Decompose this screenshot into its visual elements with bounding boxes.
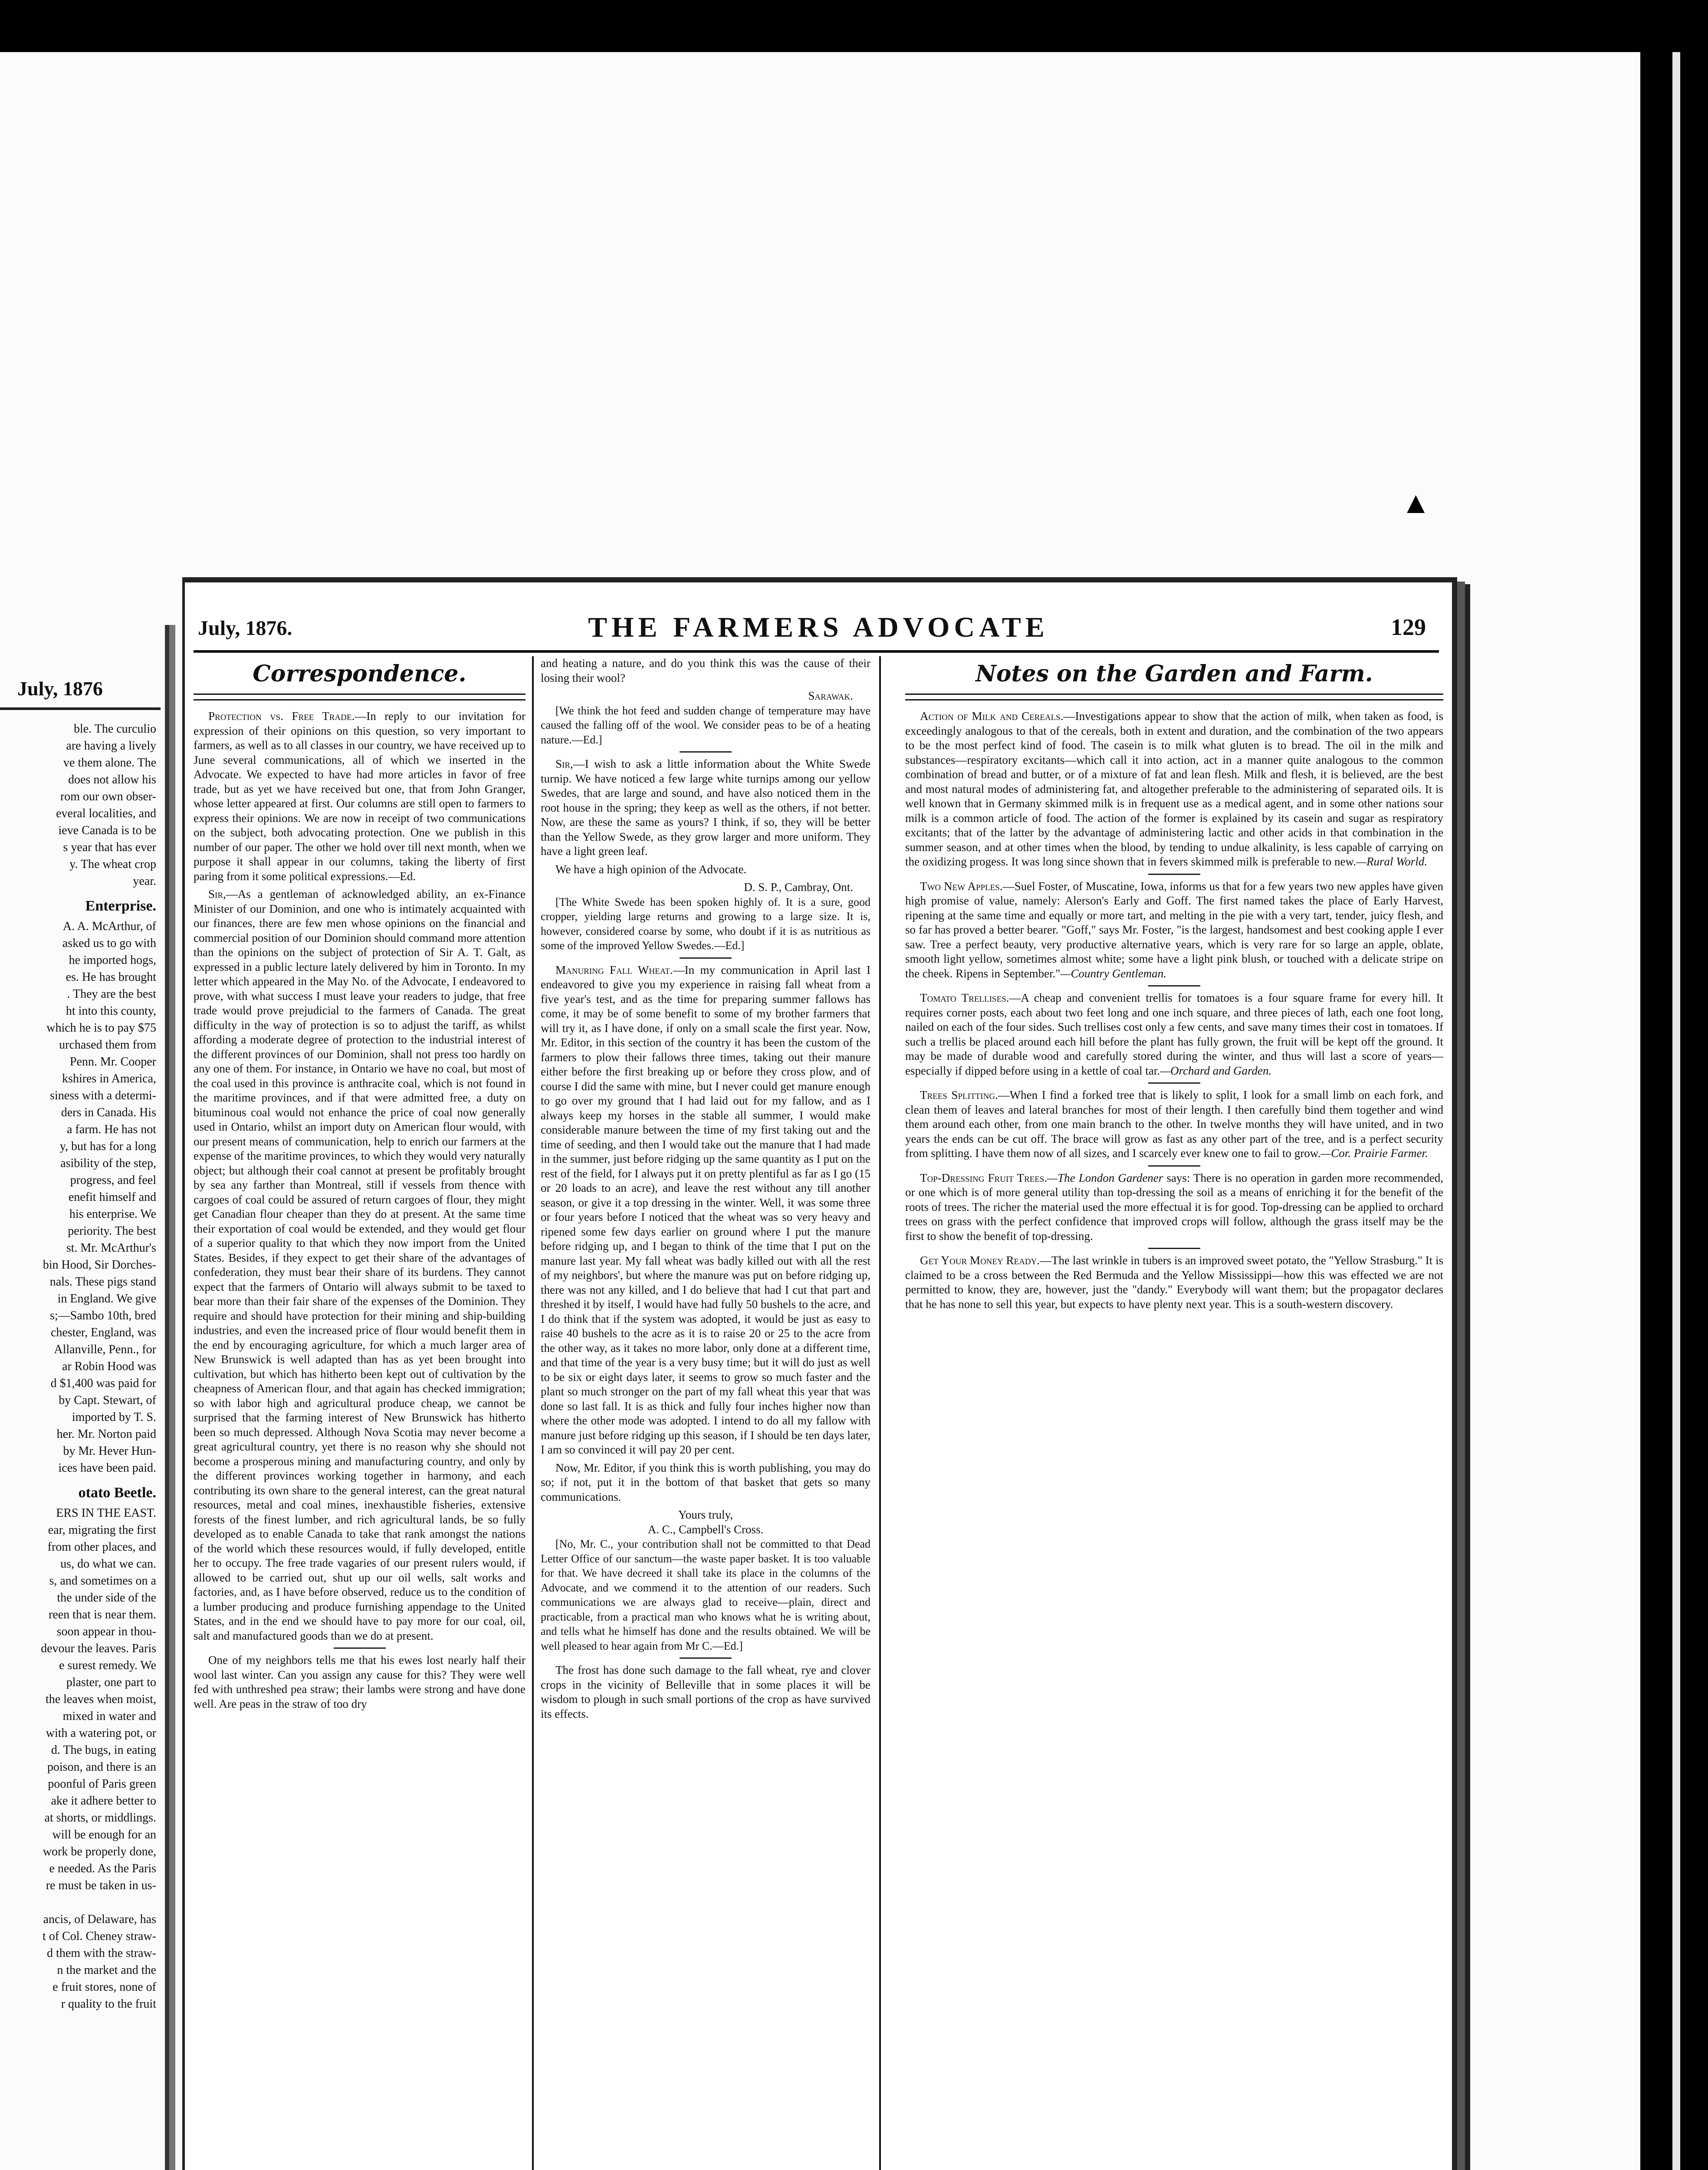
article-separator (680, 751, 732, 753)
article-text: —In my communication in April last I endeavored to give you my experience in raising fall wheat from a five year's test, and as the time for preparing summer fallows has come, it may be of some benefit to some of my brother farmers that will try it, as I have done, if only on a small scale the first year. Now, Mr. Editor, in this section of the country it has been the custom of the farmers to plow their fallows three times, taking out their manure either before the first breaking up or before they cross plow, and of course I did the same with mine, but I never could get manure enough to go over my ground that I had laid out for my fallow, and as I always keep my horses in the stable all summer, I would make considerable manure between the time of my first taking out and the time of seeding, and then I would take out the manure that I had made in the summer, just before ridging up the same quantity as I put on the rest of the field, for I always put it on pretty plentiful as far as I go (15 or 20 loads to an acre), and leave the rest without any till another season, or give it a top dressing in the winter. Well, it was some three or four years before I noticed that the wheat was so very heavy and ripened some few days earlier on ground where I put the manure before ridging up, and I began to think of the time that I put on the manure last year. My fall wheat was badly killed out with all the rest of my neighbors', but where the manure was put on before ridging up, there was not any killed, and I do believe that had I cut that part and threshed it by itself, I would have had fully 50 bushels to the acre, and I do think that if the system was adopted, it would be just as easy to raise 40 bushels to the acre as it is to raise 20 or 25 to the acre from the other way, as it takes no more labor, only done at a different time, and that time of the year is a very busy time; but it will do just as well to be six or eight days later, it seems to grow so much faster and the plant so much stronger on the part of my fall wheat this year that was done so last fall. It is as thick and fully four inches higher now than where the other mode was adopted. I intend to do all my fallow with manure just before ridging up this season, if I should be ten days later, I am so convinced it will pay 20 per cent. (541, 963, 870, 1456)
article-separator (1148, 1165, 1200, 1167)
previous-page-line: her. Mr. Norton paid (56, 1427, 156, 1441)
previous-page-line: ERS IN THE EAST. (56, 1506, 156, 1520)
article-money-ready (905, 1253, 1443, 1312)
article-text: —In reply to our invitation for expression of their opinions on this question, so very important to farmers, as well as to all classes in our country, we have received up to June several communications, all of which we inserted in the Advocate. We expected to have had more articles in favor of free trade, but as yet we have received but one, that from John Granger, whose letter appeared at first. Our columns are still open to farmers to express their opinions. We are now in receipt of two communications on the subject, both advocating protection. One we publish in this number of our paper. The other we hold over till next month, when we purpose it shall appear in our columns, taking the liberty of first paring from it some political expressions.—Ed. (194, 710, 526, 883)
article-source: —Country Gentleman. (1060, 967, 1166, 980)
previous-page-line: which he is to pay $75 (46, 1021, 156, 1035)
previous-page-line: y. The wheat crop (69, 858, 156, 871)
previous-page-line: ble. The curculio (74, 722, 156, 736)
signature: Sarawak. (808, 689, 853, 702)
previous-page-line: will be enough for an (52, 1828, 156, 1841)
previous-page-line: ancis, of Delaware, has (43, 1913, 156, 1926)
previous-page-line: st. Mr. McArthur's (66, 1241, 156, 1255)
article-lead: Sir, (208, 888, 226, 901)
previous-page-line: enefit himself and (68, 1190, 156, 1204)
article-source: —Orchard and Garden. (1160, 1064, 1272, 1077)
article-separator (680, 1657, 732, 1659)
previous-page-line: asked us to go with (62, 937, 156, 950)
column-3 (888, 656, 1443, 1315)
column-2 (541, 656, 870, 1725)
article-protection-letter (194, 887, 526, 1643)
previous-page-line: d $1,400 was paid for (50, 1377, 156, 1390)
header-rule (194, 650, 1439, 653)
article-lead: Get Your Money Ready. (920, 1254, 1040, 1267)
section-rule (194, 694, 526, 700)
article-text: Now, Mr. Editor, if you think this is worth publishing, you may do so; if not, put it in the bottom of that basket that gets so many communications. (541, 1461, 870, 1503)
article-lead: Action of Milk and Cereals. (920, 710, 1064, 723)
article-white-swede (541, 757, 870, 859)
previous-page-line: his enterprise. We (69, 1207, 156, 1221)
section-title-correspondence: Correspondence. (253, 661, 466, 687)
previous-page-line: A. A. McArthur, of (62, 920, 156, 933)
previous-page-text (0, 720, 156, 2012)
article-text: —A cheap and convenient trellis for tomatoes is a four square frame for every hill. It requires corner posts, each about two feet long and one inch square, and three pieces of lath, each one foot long, nailed on each of the four sides. Such trellises cost only a few cents, and save many times their cost in tomatoes. If such a trellis be placed around each hill before the plant has fully grown, the fruit will be kept off the ground. It may be made of durable wood and carefully stored during the winter, and thus will last a score of years—especially if dipped before using in a kettle of coal tar. (905, 991, 1443, 1077)
previous-page-line: are having a lively (66, 739, 156, 753)
previous-page-line: Penn. Mr. Cooper (69, 1055, 156, 1069)
article-lead: Trees Splitting. (920, 1088, 998, 1101)
previous-page-line: imported by T. S. (72, 1410, 156, 1424)
page-header (185, 582, 1452, 648)
article-sheep-letter-cont: and heating a nature, and do you think this was the cause of their losing their wool? (541, 657, 870, 684)
previous-page-line: asibility of the step, (60, 1157, 156, 1170)
article-text: —I wish to ask a little information about the White Swede turnip. We have noticed a few large white turnips among our yellow Swedes, that are large and sound, and have also noticed them in the root house in the spring; they keep as well as the others, if not better. Now, are these the same as yours? I think, if so, they will be better than the Yellow Swede, as they grow larger and more uniform. They have a light green leaf. (541, 757, 870, 858)
article-frost: The frost has done such damage to the fall wheat, rye and clover crops in the vicinity of Belleville that in some places it will be wisdom to plough in such small portions of the crop as have survived its effects. (541, 1664, 870, 1720)
previous-page-line: a farm. He has not (66, 1123, 156, 1136)
previous-page-line: us, do what we can. (60, 1557, 156, 1571)
previous-page-line: from other places, and (47, 1540, 156, 1554)
previous-page-line: s year that has ever (63, 841, 156, 854)
article-lead: Protection vs. Free Trade. (208, 710, 355, 723)
article-text: says: There is no operation in garden more recommended, or one which is of more general utility than top-dressing the soil as a means of enriching it for the benefit of the roots of trees. The richer the material used the more effectual it is for good. Top-dressing can be applied to orchard trees on grass with the perfect confidence that improved crops will follow, although the grass itself may be the first to show the benefit of top-dressing. (905, 1171, 1443, 1243)
previous-page-line: ieve Canada is to be (58, 824, 156, 837)
previous-page-line: rom our own obser- (60, 790, 156, 803)
previous-page-fragment (0, 625, 169, 2170)
previous-page-line: poison, and there is an (47, 1760, 156, 1774)
article-trees-splitting (905, 1088, 1443, 1161)
previous-page-line: Allanville, Penn., for (54, 1343, 156, 1356)
previous-page-line: everal localities, and (56, 807, 156, 820)
previous-page-line: t of Col. Cheney straw- (42, 1930, 156, 1943)
previous-page-line: poonful of Paris green (48, 1777, 156, 1791)
previous-page-line: kshires in America, (62, 1072, 156, 1085)
editor-reply: [We think the hot feed and sudden change of temperature may have caused the falling off of the wool. We consider peas to be of a heating nature.—Ed.] (541, 704, 870, 746)
previous-page-line: d. The bugs, in eating (51, 1743, 156, 1757)
previous-page-line: ar Robin Hood was (62, 1360, 156, 1373)
article-text: —When I find a forked tree that is likely to split, I look for a small limb on each fork, and clean them of leaves and lateral branches for most of their length. I then carefully bind them together and wind them around each other, from one main branch to the other. In twelve months they will have united, and in two years the ends can be cut off. The brace will grow as fast as any other part of the tree, and is a perfect security from splitting. I have them now of all sizes, and I scarcely ever knew one to fail to grow. (905, 1088, 1443, 1160)
article-lead: Two New Apples. (920, 879, 1003, 893)
previous-page-line: e needed. As the Paris (49, 1862, 156, 1875)
previous-page-line: y, but has for a long (59, 1140, 156, 1153)
editor-reply: [No, Mr. C., your contribution shall not be committed to that Dead Letter Office of our sanctum—the waste paper basket. It is too valuable for that. We have decreed it shall take its place in the columns of the Advocate, and we commend it to the attention of our readers. Such communications we are always glad to receive—plain, direct and practicable, from a practical man who knows what he is writing about, and tells what he himself has done and the results obtained. We will be well pleased to hear again from Mr C.—Ed.] (541, 1538, 870, 1652)
previous-page-line: reen that is near them. (48, 1608, 156, 1621)
previous-page-line: ear, migrating the first (48, 1523, 156, 1537)
previous-page-line: devour the leaves. Paris (41, 1642, 156, 1655)
article-lead: Tomato Trellises. (920, 991, 1009, 1004)
previous-page-line: d them with the straw- (47, 1946, 156, 1960)
previous-page-line: urchased them from (59, 1038, 156, 1052)
signature: A. C., Campbell's Cross. (647, 1522, 764, 1536)
previous-page-line: year. (133, 875, 156, 888)
previous-page-line: s;—Sambo 10th, bred (50, 1309, 156, 1322)
article-separator (334, 1647, 386, 1649)
previous-page-line: ices have been paid. (58, 1461, 156, 1475)
article-tomato-trellises (905, 991, 1443, 1078)
previous-page-line: the leaves when moist, (45, 1693, 156, 1706)
previous-page-line: siness with a determi- (50, 1089, 156, 1102)
article-text: We have a high opinion of the Advocate. (555, 862, 747, 876)
signature: D. S. P., Cambray, Ont. (744, 881, 853, 894)
previous-page-line: ht into this county, (66, 1004, 156, 1018)
previous-page-rule (0, 707, 161, 710)
previous-page-line: soon appear in thou- (56, 1625, 156, 1638)
closing: Yours truly, (678, 1508, 733, 1521)
article-separator (1148, 1248, 1200, 1249)
previous-page-section-heading: otato Beetle. (78, 1485, 156, 1501)
next-page-edge (1660, 52, 1708, 2170)
article-lead: Top-Dressing Fruit Trees. (920, 1171, 1048, 1184)
article-separator (1148, 1082, 1200, 1084)
previous-page-line: the under side of the (57, 1591, 156, 1604)
article-text: —Investigations appear to show that the action of milk, when taken as food, is exceedingly analogous to that of the cereals, both in extent and duration, and the combination of the two appears to be the most perfect kind of food. The casein is to milk what gluten is to bread. The oil in the milk and substances—respiratory excitants—which call it into action, act in a manner quite analogous to the common combination of bread and butter, or of a mixture of fat and lean flesh. Milk and flesh, it is believed, are the best and most natural modes of administering fat, and altogether preferable to the administering of separated oils. It is well known that in Germany skimmed milk is in frequent use as a medical agent, and in some other nations sour milk is a common article of food. The action of the former is explained by its casein and sugar as respiratory excitants; that of the latter by the advantage of administering lactic and other acids in that combination in the summer season, and at other times when the blood, by tending to undue alkalinity, is less capable of carrying on the oxidizing progess. It was long since shown that in fevers skimmed milk is preferable to new. (905, 710, 1443, 868)
previous-page-line: e surest remedy. We (59, 1659, 156, 1672)
scan-mark-icon: ▲ (1401, 487, 1431, 520)
editor-reply: [The White Swede has been spoken highly of. It is a sure, good cropper, yielding large returns and growing to a large size. It is, however, considered coarse by some, who doubt if it is as nutritious as some of the improved Yellow Swedes.—Ed.] (541, 895, 870, 952)
article-manuring-fall-wheat (541, 963, 870, 1457)
masthead-title: THE FARMERS ADVOCATE (588, 612, 1049, 643)
article-two-new-apples (905, 879, 1443, 981)
article-lead: Sir, (555, 757, 573, 770)
article-text: —The last wrinkle in tubers is an improved sweet potato, the "Yellow Strasburg." It is claimed to be a cross between the Red Bermuda and the Yellow Mississippi—how this was effected we are not permitted to know, they are, however, just the "dandy." Everybody will want them; but the propagator declares that he has none to sell this year, but expects to have plenty next year. This is a south-western discovery. (905, 1254, 1443, 1311)
previous-page-line: mixed in water and (62, 1710, 156, 1723)
previous-page-line: ders in Canada. His (61, 1106, 156, 1119)
article-top-dressing (905, 1171, 1443, 1244)
previous-page-line: nals. These pigs stand (49, 1275, 156, 1289)
previous-page-line: does not allow his (68, 773, 156, 786)
article-text: —As a gentleman of acknowledged ability, an ex-Finance Minister of our Dominion, and one who is intimately acquainted with our finances, there are few men whose opinions on the financial and commercial position of our Dominion should command more attention than the opinions on the subject of protection of Sir A. T. Galt, as expressed in a public lecture lately delivered by him in Toronto. In my letter which appeared in the May No. of the Advocate, I endeavored to prove, with what success I must leave your readers to judge, that free trade would prove prejudicial to the farmers of Canada. The great difficulty in the way of protection is so to adjust the tariff, as whilst affording a moderate degree of protection to the industrial interest of the different provinces of our Dominion, shall not press too hardly on any one of them. For instance, in Ontario we have no coal, but most of the coal used in this province is anthracite coal, which is not found in the maritime provinces, and if that were admitted free, a duty on bituminous coal would not enhance the price of coal now generally used in Ontario, whilst an import duty on American flour would, with our present means of communication, help to enrich our farmers at the expense of the maritime provinces, to which they would very naturally object; but although their coal cannot at present be profitably brought by sea any farther than Montreal, still if vessels from thence with cargoes of coal could be assured of return cargoes of flour, they might get Canadian flour cheaper than they do at present. At the same time their exportation of coal would be extended, and they would get flour of a superior quality to that which they now import from the United States. Besides, if they expect to get their share of the advantages of confederation, they must bear their share of its burdens. They cannot expect that the farmers of Ontario will always submit to be taxed to bear more than their fair share of the expenses of the Dominion. They require and should have protection for their mining and ship-building industries, and even the increased price of flour would benefit them in the end by encouraging agriculture, for which a much larger area of New Brunswick is well adapted than has as yet been brought into cultivation, but which has hitherto been kept out of cultivation by the cheapness of American flour, and that again has checked immigration; so with labor high and agricultural produce cheap, we cannot be surprised that the farming interest of New Brunswick has hitherto been so much depressed. Although Nova Scotia may never become a great agricultural country, yet there is no reason why she should not become a prosperous mining and manufacturing country, and only by the different provinces working together in harmony, and each contributing its own share to the general interest, can the great natural resources, metal and coal mines, inexhaustible fisheries, extensive forests of the finest lumber, and rich agricultural lands, be so fully developed as to enable Canada to take that rank amongst the nations of the world which these resources would, if fully developed, entitle her to occupy. The free trade vagaries of our present rulers would, if allowed to be carried out, shut up our oil wells, salt works and factories, and, as I have before observed, reduce us to the condition of a lumber producing and produce furnishing appendage to the United States, and in the end we should have to pay more for our coal, oil, salt and manufactured goods than we do at present. (194, 888, 526, 1642)
previous-page-line: ake it adhere better to (51, 1794, 156, 1808)
previous-page-line: in England. We give (57, 1292, 156, 1305)
previous-page-line: s, and sometimes on a (49, 1574, 156, 1588)
article-milk-cereals (905, 709, 1443, 869)
article-lead: Manuring Fall Wheat. (555, 963, 673, 976)
section-title-garden-farm: Notes on the Garden and Farm. (976, 661, 1373, 687)
previous-page-header: July, 1876 (17, 677, 103, 700)
previous-page-line: at shorts, or middlings. (44, 1811, 156, 1825)
article-separator (1148, 985, 1200, 986)
previous-page-line: he imported hogs, (69, 953, 156, 967)
article-separator (1148, 874, 1200, 875)
previous-page-line: ve them alone. The (63, 756, 156, 769)
previous-page-line: periority. The best (68, 1224, 156, 1238)
previous-page-line: plaster, one part to (66, 1676, 156, 1689)
previous-page-line: chester, England, was (50, 1326, 156, 1339)
previous-page-line (0, 1894, 156, 1911)
previous-page-line: r quality to the fruit (61, 1997, 156, 2011)
article-source: —Cor. Prairie Farmer. (1320, 1147, 1428, 1160)
previous-page-line: . They are the best (67, 987, 156, 1001)
previous-page-line: with a watering pot, or (46, 1726, 156, 1740)
issue-date: July, 1876. (198, 617, 292, 640)
newspaper-page (182, 577, 1457, 2170)
previous-page-line: es. He has brought (66, 970, 156, 984)
section-rule (905, 694, 1443, 700)
article-source: —The London Gardener (1047, 1171, 1163, 1184)
previous-page-line: by Mr. Hever Hun- (63, 1444, 156, 1458)
article-text: —Suel Foster, of Muscatine, Iowa, informs us that for a few years two new apples have given high promise of value, namely: Alerson's Early and Goff. The first named takes the place of Early Harvest, ripening at the same time and equally or more tart, and melting in the pie with a very tart, tender, juicy flesh, and so far has proved a better bearer. "Goff," says Mr. Foster, "is the largest, handsomest and best cooking apple I ever saw. Tree a perfect beauty, very productive alternative years, which is very rare for so large an apple, oblate, smooth light yellow, sometimes almost white; some have a light pink blush, or touched with a delicate stripe on the cheek. Ripens in September." (905, 879, 1443, 980)
previous-page-line: work be properly done, (43, 1845, 156, 1858)
previous-page-line: bin Hood, Sir Dorches- (43, 1258, 156, 1272)
article-protection-intro (194, 709, 526, 884)
article-sheep-letter: One of my neighbors tells me that his ewes lost nearly half their wool last winter. Can you assign any cause for this? They were well fed with unthreshed pea straw; their lambs were strong and have done well. Are peas in the straw of too dry (194, 1654, 526, 1710)
previous-page-line: e fruit stores, none of (53, 1980, 156, 1994)
column-divider (879, 656, 881, 2170)
previous-page-line: progress, and feel (70, 1174, 156, 1187)
previous-page-line: n the market and the (57, 1963, 156, 1977)
article-source: —Rural World. (1356, 855, 1428, 868)
column-1 (194, 656, 526, 1715)
previous-page-section-heading: Enterprise. (85, 898, 156, 914)
article-separator (680, 957, 732, 959)
previous-page-line: re must be taken in us- (46, 1879, 156, 1892)
previous-page-line: by Capt. Stewart, of (59, 1394, 156, 1407)
page-number: 129 (1391, 614, 1426, 640)
column-divider (532, 656, 534, 2170)
